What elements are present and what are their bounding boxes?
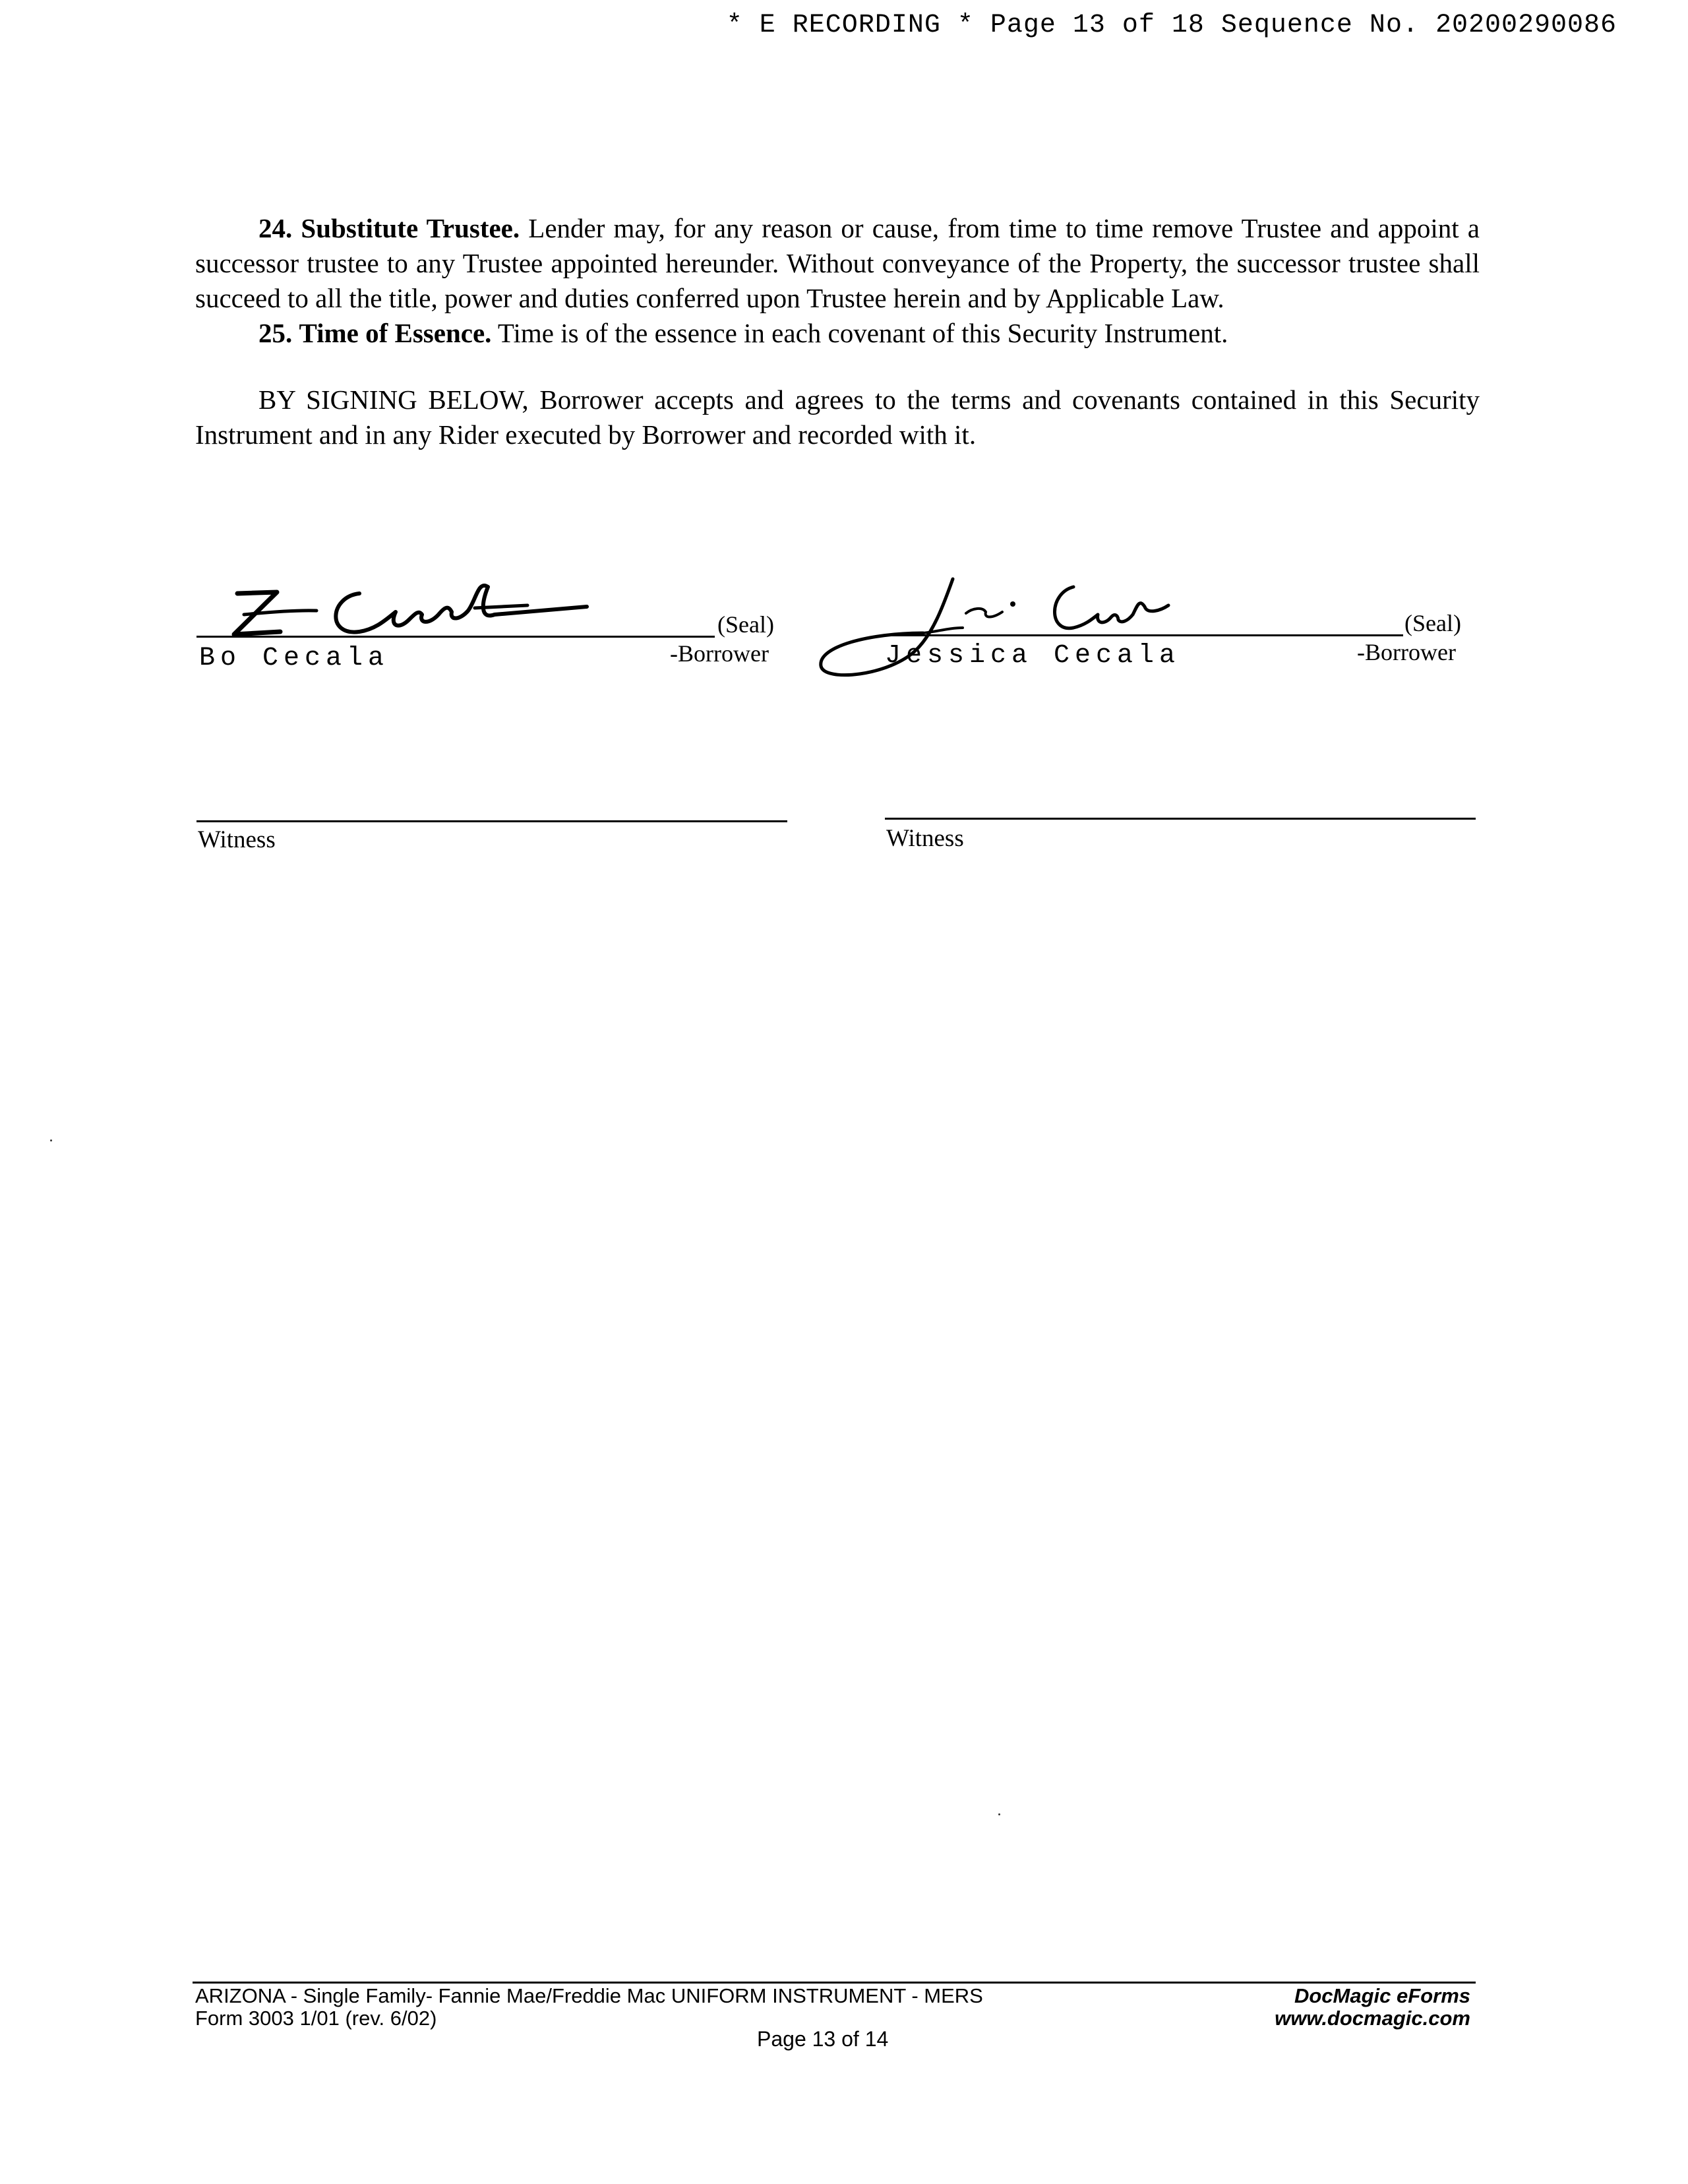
footer-page-number: Page 13 of 14 [757,2027,889,2051]
footer-website: www.docmagic.com [1275,2007,1470,2030]
footer-brand: DocMagic eForms [1294,1984,1470,2007]
footer-form-info [195,1985,983,2030]
footer-rule [193,1982,1476,1984]
section-heading: Time of Essence. [299,318,492,348]
scan-speck [998,1813,1000,1815]
borrower-1-seal: (Seal) [717,611,774,638]
acceptance-paragraph: BY SIGNING BELOW, Borrower accepts and agrees to the terms and covenants contained in this Security Instrument and in any Rider executed by Borrower and recorded with it. [195,384,1480,450]
witness-1-line [196,820,787,822]
footer-form-number: Form 3003 1/01 (rev. 6/02) [195,2007,437,2030]
section-25 [195,316,1480,351]
recording-stamp: * E RECORDING * Page 13 of 18 Sequence No. 20200290086 [726,11,1617,40]
scan-speck [50,1139,52,1141]
section-heading: Substitute Trustee. [301,213,520,243]
witness-2-label: Witness [886,825,964,852]
borrower-2-role: -Borrower [1357,639,1456,665]
borrower-2-signature-line [884,634,1403,636]
section-number: 24. [258,213,293,243]
witness-1-label: Witness [198,826,276,853]
borrower-1-signature-line [196,636,715,638]
footer-form-title: ARIZONA - Single Family- Fannie Mae/Freddie Mac UNIFORM INSTRUMENT - MERS [195,1984,983,2007]
section-text: Time is of the essence in each covenant of this Security Instrument. [497,318,1228,348]
footer-brand-block [1275,1985,1470,2030]
borrower-2-seal: (Seal) [1404,610,1461,636]
section-number: 25. [258,318,293,348]
section-24 [195,211,1480,316]
borrower-1-role: -Borrower [670,640,769,667]
borrower-2-name: Jessica Cecala [885,641,1181,671]
borrower-1-name: Bo Cecala [199,644,390,673]
document-body [195,211,1480,452]
witness-2-line [885,818,1476,820]
section-text: Lender may, for any reason or cause, from time to time remove Trustee and appoint a successor trustee to any Trustee appointed hereunder. Without conveyance of the Property, the successor trustee shall succeed to all the title, power and duties conferred upon Trustee herein and by Applicable Law. [195,213,1480,313]
